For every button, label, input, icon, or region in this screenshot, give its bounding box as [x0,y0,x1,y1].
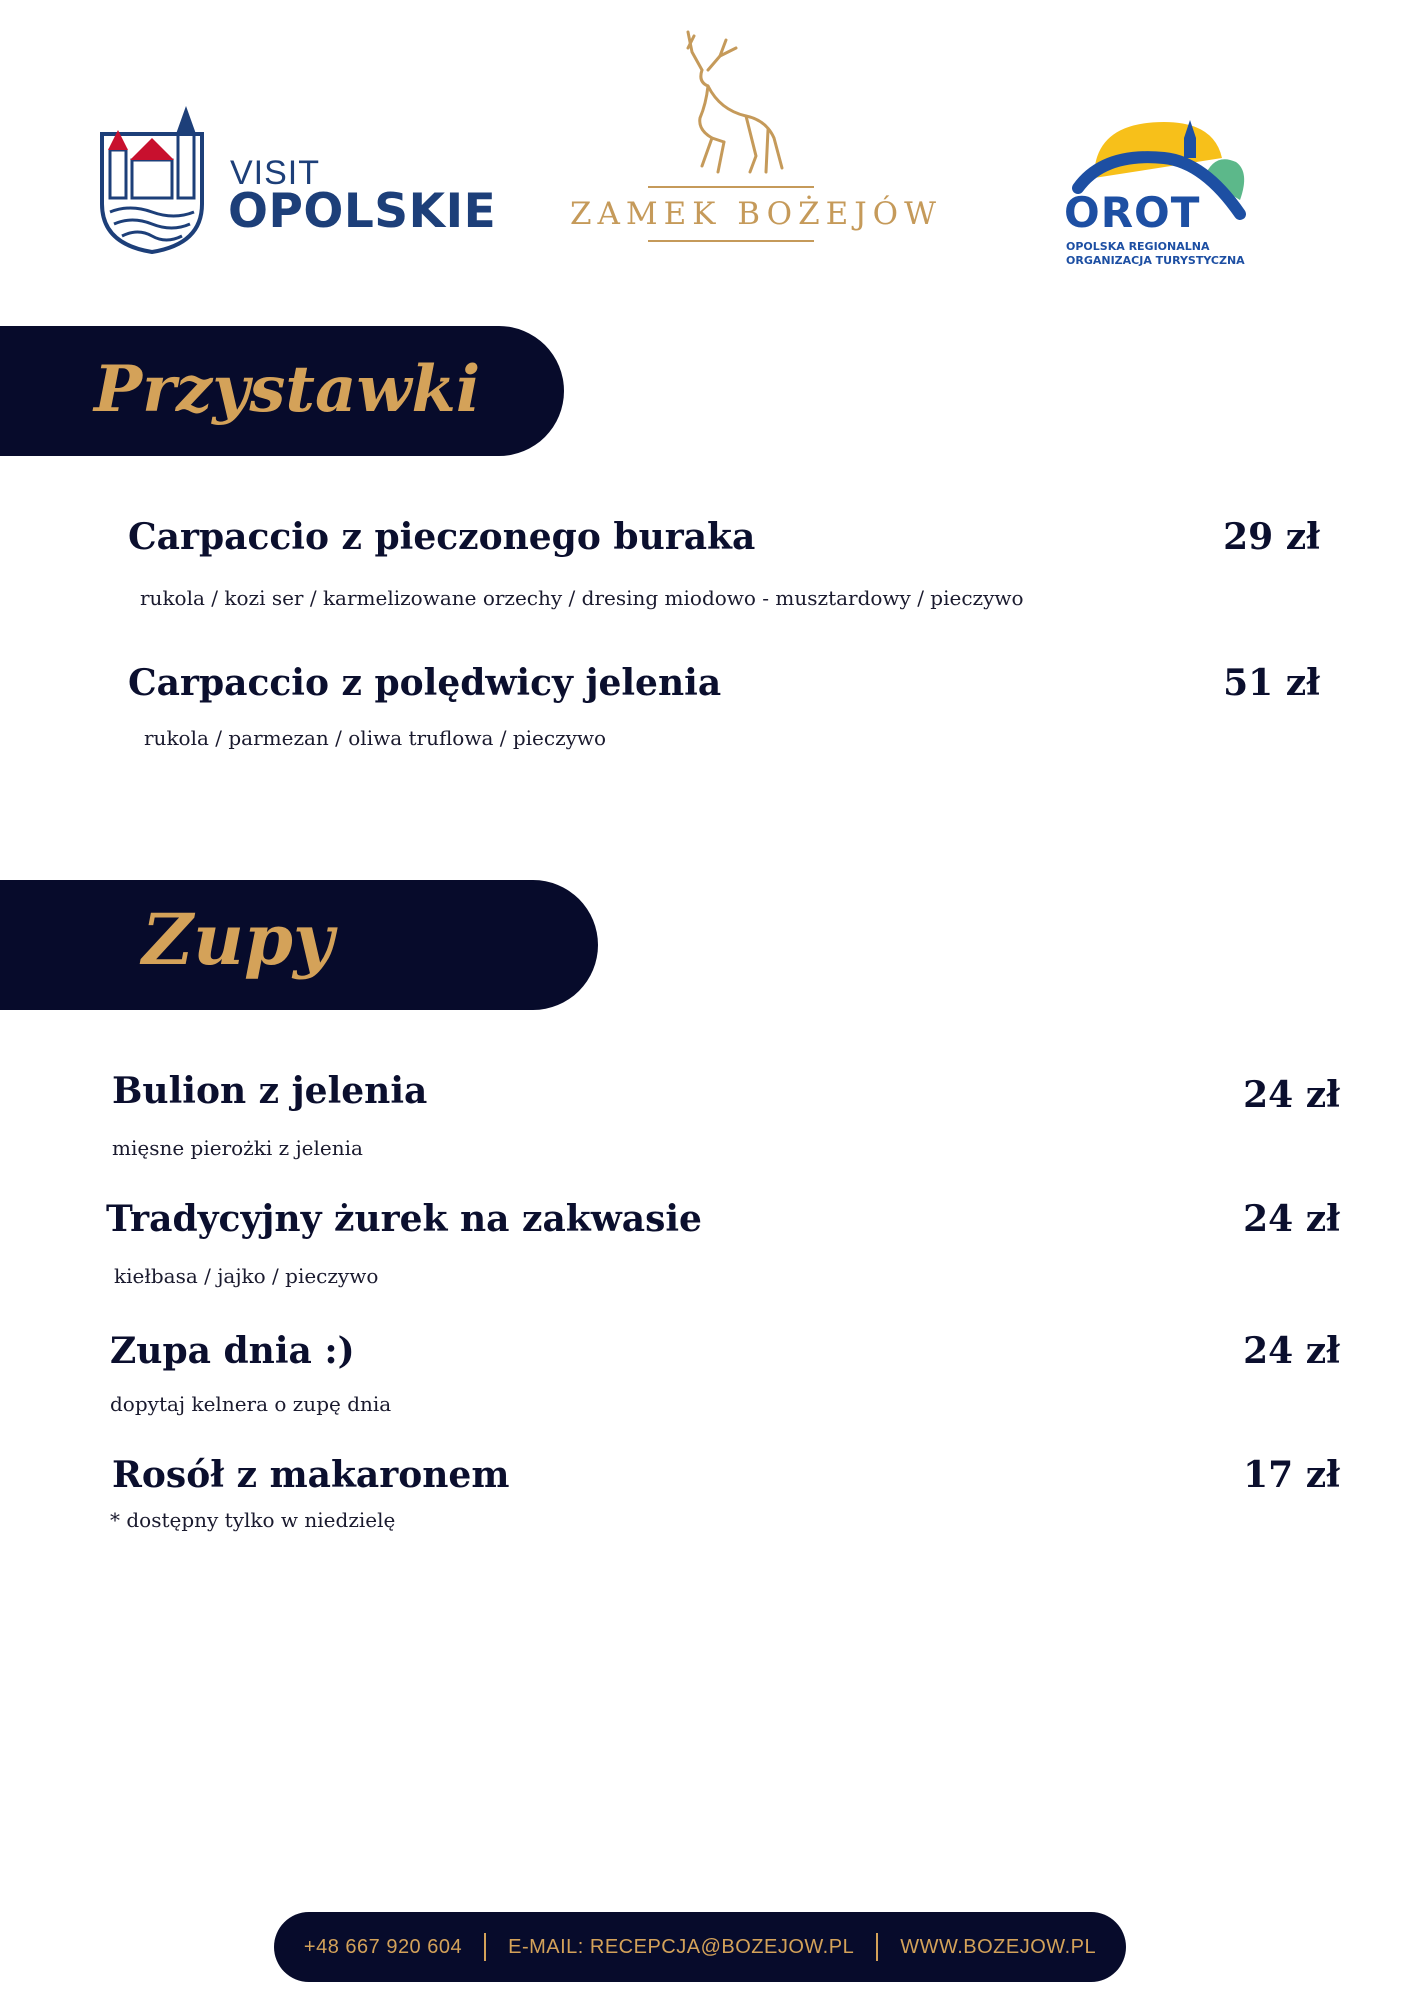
menu-item-name: Carpaccio z polędwicy jelenia [128,662,722,704]
section-title: Zupy [142,898,334,981]
menu-item-name: Rosół z makaronem [112,1454,510,1496]
orot-word: OROT [1064,188,1201,237]
menu-item-name: Tradycyjny żurek na zakwasie [106,1198,702,1240]
orot-subtitle-1: OPOLSKA REGIONALNA [1066,240,1210,253]
menu-item-price: 29 zł [1223,516,1320,558]
zamek-top-line [648,186,814,188]
menu-item-description: dopytaj kelnera o zupę dnia [110,1392,392,1416]
orot-subtitle-2: ORGANIZACJA TURYSTYCZNA [1066,254,1245,267]
menu-item-price: 51 zł [1223,662,1320,704]
zamek-bozejow-logo [570,26,942,251]
zamek-bottom-line [648,240,814,242]
castle-crest-icon [98,104,208,254]
visit-word: VISIT [230,154,321,192]
menu-item-price: 24 zł [1243,1198,1340,1240]
menu-item-price: 24 zł [1243,1330,1340,1372]
footer-divider [484,1933,486,1961]
menu-item-description: mięsne pierożki z jelenia [112,1136,363,1160]
footer-divider [876,1933,878,1961]
visit-opolskie-logo [98,104,497,264]
opolskie-word: OPOLSKIE [228,184,497,239]
menu-item-name: Bulion z jelenia [112,1070,428,1112]
menu-item-price: 17 zł [1243,1454,1340,1496]
contact-footer [274,1912,1126,1982]
menu-item-note: * dostępny tylko w niedzielę [110,1508,396,1532]
menu-item-description: rukola / parmezan / oliwa truflowa / pieczywo [144,726,607,750]
zamek-name: ZAMEK BOŻEJÓW [570,196,942,232]
section-title: Przystawki [94,352,481,427]
deer-icon [570,26,880,176]
menu-item-name: Zupa dnia :) [110,1330,355,1372]
menu-item-name: Carpaccio z pieczonego buraka [128,516,756,558]
menu-item-description: kiełbasa / jajko / pieczywo [114,1264,379,1288]
menu-item-price: 24 zł [1243,1074,1340,1116]
section-banner-zupy [0,880,598,1010]
email-link[interactable]: E-MAIL: RECEPCJA@BOZEJOW.PL [508,1935,855,1958]
phone-link[interactable]: +48 667 920 604 [303,1935,463,1958]
orot-logo [1064,118,1264,268]
section-banner-przystawki [0,326,564,456]
menu-item-description: rukola / kozi ser / karmelizowane orzechy / dresing miodowo - musztardowy / pieczywo [140,586,1024,610]
website-link[interactable]: WWW.BOZEJOW.PL [900,1935,1097,1958]
